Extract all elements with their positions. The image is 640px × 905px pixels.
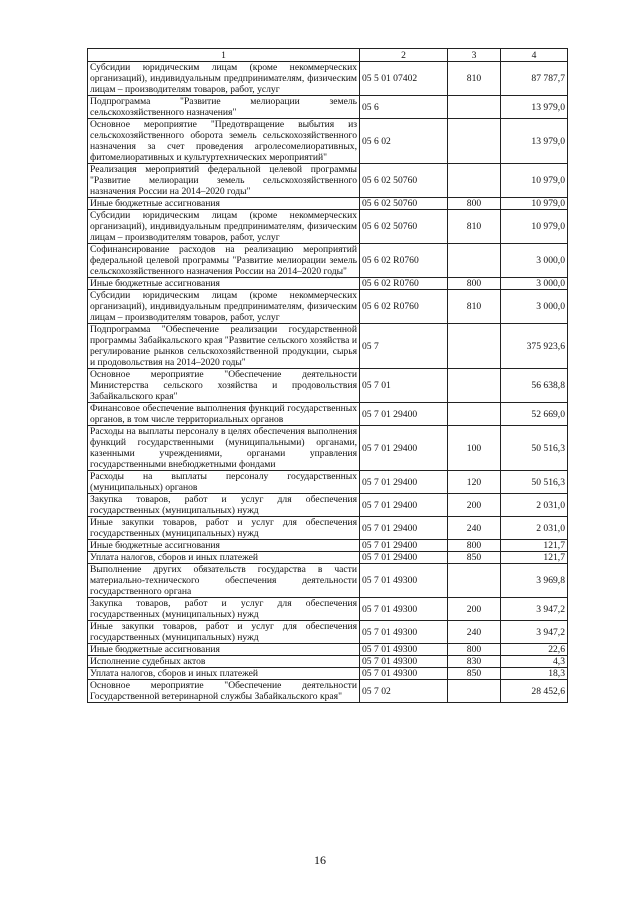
row-code-cell: 05 6 [360, 96, 448, 119]
row-code-cell: 05 6 02 R0760 [360, 290, 448, 324]
row-amount-cell: 10 979,0 [501, 210, 568, 244]
row-name-cell: Финансовое обеспечение выполнения функций государственных органов, в том числе территориальных органов [88, 403, 360, 426]
table-row [88, 244, 568, 278]
row-name-cell: Закупка товаров, работ и услуг для обеспечения государственных (муниципальных) нужд [88, 598, 360, 621]
header-col-3: 3 [448, 49, 501, 62]
row-name-cell: Расходы на выплаты персоналу в целях обеспечения выполнения функций государственными (муниципальными) органами, казенными учреждениями, органами управления государственными внебюджетными фондами [88, 426, 360, 471]
row-code-cell: 05 7 01 29400 [360, 552, 448, 564]
row-amount-cell: 13 979,0 [501, 96, 568, 119]
row-amount-cell: 28 452,6 [501, 680, 568, 703]
row-amount-cell: 52 669,0 [501, 403, 568, 426]
row-name-cell: Расходы на выплаты персоналу государственных (муниципальных) органов [88, 471, 360, 494]
table-row [88, 96, 568, 119]
row-name-cell: Иные закупки товаров, работ и услуг для обеспечения государственных (муниципальных) нужд [88, 517, 360, 540]
row-amount-cell: 50 516,3 [501, 426, 568, 471]
row-name-cell: Уплата налогов, сборов и иных платежей [88, 552, 360, 564]
row-amount-cell: 2 031,0 [501, 494, 568, 517]
row-code-cell: 05 6 02 50760 [360, 210, 448, 244]
table-row [88, 668, 568, 680]
row-amount-cell: 121,7 [501, 540, 568, 552]
row-expense-type-cell: 810 [448, 210, 501, 244]
row-expense-type-cell: 200 [448, 598, 501, 621]
page-number: 16 [314, 853, 326, 867]
header-col-4: 4 [501, 49, 568, 62]
row-name-cell: Софинансирование расходов на реализацию мероприятий федеральной целевой программы "Развитие мелиорации земель сельскохозяйственного назначения России на 2014–2020 годы" [88, 244, 360, 278]
row-name-cell: Основное мероприятие "Предотвращение выбытия из сельскохозяйственного оборота земель сельскохозяйственного назначения за счет проведения агролесомелиоративных, фитомелиоративных и культуртехнических мероприятий" [88, 119, 360, 164]
row-amount-cell: 3 000,0 [501, 290, 568, 324]
table-row [88, 517, 568, 540]
row-amount-cell: 3 000,0 [501, 278, 568, 290]
row-expense-type-cell: 850 [448, 668, 501, 680]
row-code-cell: 05 7 01 29400 [360, 494, 448, 517]
row-name-cell: Закупка товаров, работ и услуг для обеспечения государственных (муниципальных) нужд [88, 494, 360, 517]
row-expense-type-cell: 200 [448, 494, 501, 517]
row-name-cell: Подпрограмма "Обеспечение реализации государственной программы Забайкальского края "Развитие сельского хозяйства и регулирование рынков сельскохозяйственной продукции, сырья и продовольствия на 2014–2020 годы" [88, 324, 360, 369]
table-row [88, 119, 568, 164]
table-row [88, 164, 568, 198]
row-name-cell: Основное мероприятие "Обеспечение деятельности Государственной ветеринарной службы Забайкальского края" [88, 680, 360, 703]
row-amount-cell: 3 969,8 [501, 564, 568, 598]
row-amount-cell: 22,6 [501, 644, 568, 656]
row-name-cell: Иные бюджетные ассигнования [88, 198, 360, 210]
header-col-2: 2 [360, 49, 448, 62]
row-code-cell: 05 6 02 50760 [360, 198, 448, 210]
table-row [88, 680, 568, 703]
row-expense-type-cell: 240 [448, 621, 501, 644]
row-name-cell: Основное мероприятие "Обеспечение деятельности Министерства сельского хозяйства и продовольствия Забайкальского края" [88, 369, 360, 403]
row-name-cell: Субсидии юридическим лицам (кроме некоммерческих организаций), индивидуальным предпринимателям, физическим лицам – производителям товаров, работ, услуг [88, 62, 360, 96]
row-amount-cell: 56 638,8 [501, 369, 568, 403]
table-row [88, 656, 568, 668]
table-row [88, 540, 568, 552]
table-row [88, 290, 568, 324]
row-amount-cell: 87 787,7 [501, 62, 568, 96]
row-code-cell: 05 7 01 29400 [360, 471, 448, 494]
row-amount-cell: 18,3 [501, 668, 568, 680]
budget-table [87, 48, 568, 703]
row-code-cell: 05 6 02 R0760 [360, 278, 448, 290]
row-name-cell: Иные бюджетные ассигнования [88, 644, 360, 656]
row-name-cell: Субсидии юридическим лицам (кроме некоммерческих организаций), индивидуальным предпринимателям, физическим лицам – производителям товаров, работ, услуг [88, 290, 360, 324]
table-row [88, 426, 568, 471]
row-amount-cell: 3 947,2 [501, 621, 568, 644]
row-name-cell: Субсидии юридическим лицам (кроме некоммерческих организаций), индивидуальным предпринимателям, физическим лицам – производителям товаров, работ, услуг [88, 210, 360, 244]
table-row [88, 494, 568, 517]
row-amount-cell: 121,7 [501, 552, 568, 564]
row-expense-type-cell [448, 369, 501, 403]
document-page [87, 48, 567, 703]
row-expense-type-cell: 100 [448, 426, 501, 471]
row-name-cell: Подпрограмма "Развитие мелиорации земель сельскохозяйственного назначения" [88, 96, 360, 119]
row-code-cell: 05 5 01 07402 [360, 62, 448, 96]
row-amount-cell: 3 000,0 [501, 244, 568, 278]
row-name-cell: Уплата налогов, сборов и иных платежей [88, 668, 360, 680]
table-header-row [88, 49, 568, 62]
row-amount-cell: 4,3 [501, 656, 568, 668]
row-amount-cell: 3 947,2 [501, 598, 568, 621]
table-row [88, 403, 568, 426]
row-code-cell: 05 7 02 [360, 680, 448, 703]
row-name-cell: Иные бюджетные ассигнования [88, 278, 360, 290]
row-code-cell: 05 7 01 29400 [360, 403, 448, 426]
row-code-cell: 05 7 01 29400 [360, 517, 448, 540]
table-row [88, 324, 568, 369]
row-expense-type-cell [448, 324, 501, 369]
row-code-cell: 05 7 01 49300 [360, 656, 448, 668]
row-expense-type-cell [448, 403, 501, 426]
row-expense-type-cell [448, 244, 501, 278]
row-code-cell: 05 7 01 49300 [360, 598, 448, 621]
row-expense-type-cell [448, 164, 501, 198]
row-expense-type-cell: 800 [448, 644, 501, 656]
row-name-cell: Реализация мероприятий федеральной целевой программы "Развитие мелиорации земель сельскохозяйственного назначения России на 2014–2020 годы" [88, 164, 360, 198]
row-code-cell: 05 6 02 [360, 119, 448, 164]
table-row [88, 644, 568, 656]
row-amount-cell: 10 979,0 [501, 198, 568, 210]
row-expense-type-cell: 810 [448, 62, 501, 96]
row-expense-type-cell: 800 [448, 278, 501, 290]
table-row [88, 62, 568, 96]
row-code-cell: 05 7 01 29400 [360, 426, 448, 471]
row-name-cell: Выполнение других обязательств государства в части материально-технического обеспечения деятельности государственного органа [88, 564, 360, 598]
table-body [88, 62, 568, 703]
table-row [88, 564, 568, 598]
row-amount-cell: 375 923,6 [501, 324, 568, 369]
row-code-cell: 05 7 [360, 324, 448, 369]
row-code-cell: 05 7 01 49300 [360, 644, 448, 656]
row-expense-type-cell: 120 [448, 471, 501, 494]
row-amount-cell: 2 031,0 [501, 517, 568, 540]
table-row [88, 278, 568, 290]
row-code-cell: 05 7 01 49300 [360, 564, 448, 598]
row-code-cell: 05 6 02 R0760 [360, 244, 448, 278]
table-row [88, 621, 568, 644]
header-col-1: 1 [88, 49, 360, 62]
row-expense-type-cell: 800 [448, 540, 501, 552]
row-expense-type-cell: 240 [448, 517, 501, 540]
table-row [88, 198, 568, 210]
table-row [88, 471, 568, 494]
row-code-cell: 05 7 01 [360, 369, 448, 403]
row-code-cell: 05 7 01 49300 [360, 668, 448, 680]
row-expense-type-cell: 850 [448, 552, 501, 564]
table-row [88, 369, 568, 403]
table-row [88, 598, 568, 621]
row-expense-type-cell: 830 [448, 656, 501, 668]
row-code-cell: 05 7 01 49300 [360, 621, 448, 644]
table-row [88, 552, 568, 564]
row-expense-type-cell [448, 680, 501, 703]
row-amount-cell: 50 516,3 [501, 471, 568, 494]
row-name-cell: Исполнение судебных актов [88, 656, 360, 668]
row-expense-type-cell: 800 [448, 198, 501, 210]
row-name-cell: Иные закупки товаров, работ и услуг для обеспечения государственных (муниципальных) нужд [88, 621, 360, 644]
row-code-cell: 05 6 02 50760 [360, 164, 448, 198]
row-name-cell: Иные бюджетные ассигнования [88, 540, 360, 552]
table-row [88, 210, 568, 244]
row-expense-type-cell: 810 [448, 290, 501, 324]
row-amount-cell: 13 979,0 [501, 119, 568, 164]
row-expense-type-cell [448, 96, 501, 119]
row-expense-type-cell [448, 119, 501, 164]
row-expense-type-cell [448, 564, 501, 598]
row-code-cell: 05 7 01 29400 [360, 540, 448, 552]
row-amount-cell: 10 979,0 [501, 164, 568, 198]
